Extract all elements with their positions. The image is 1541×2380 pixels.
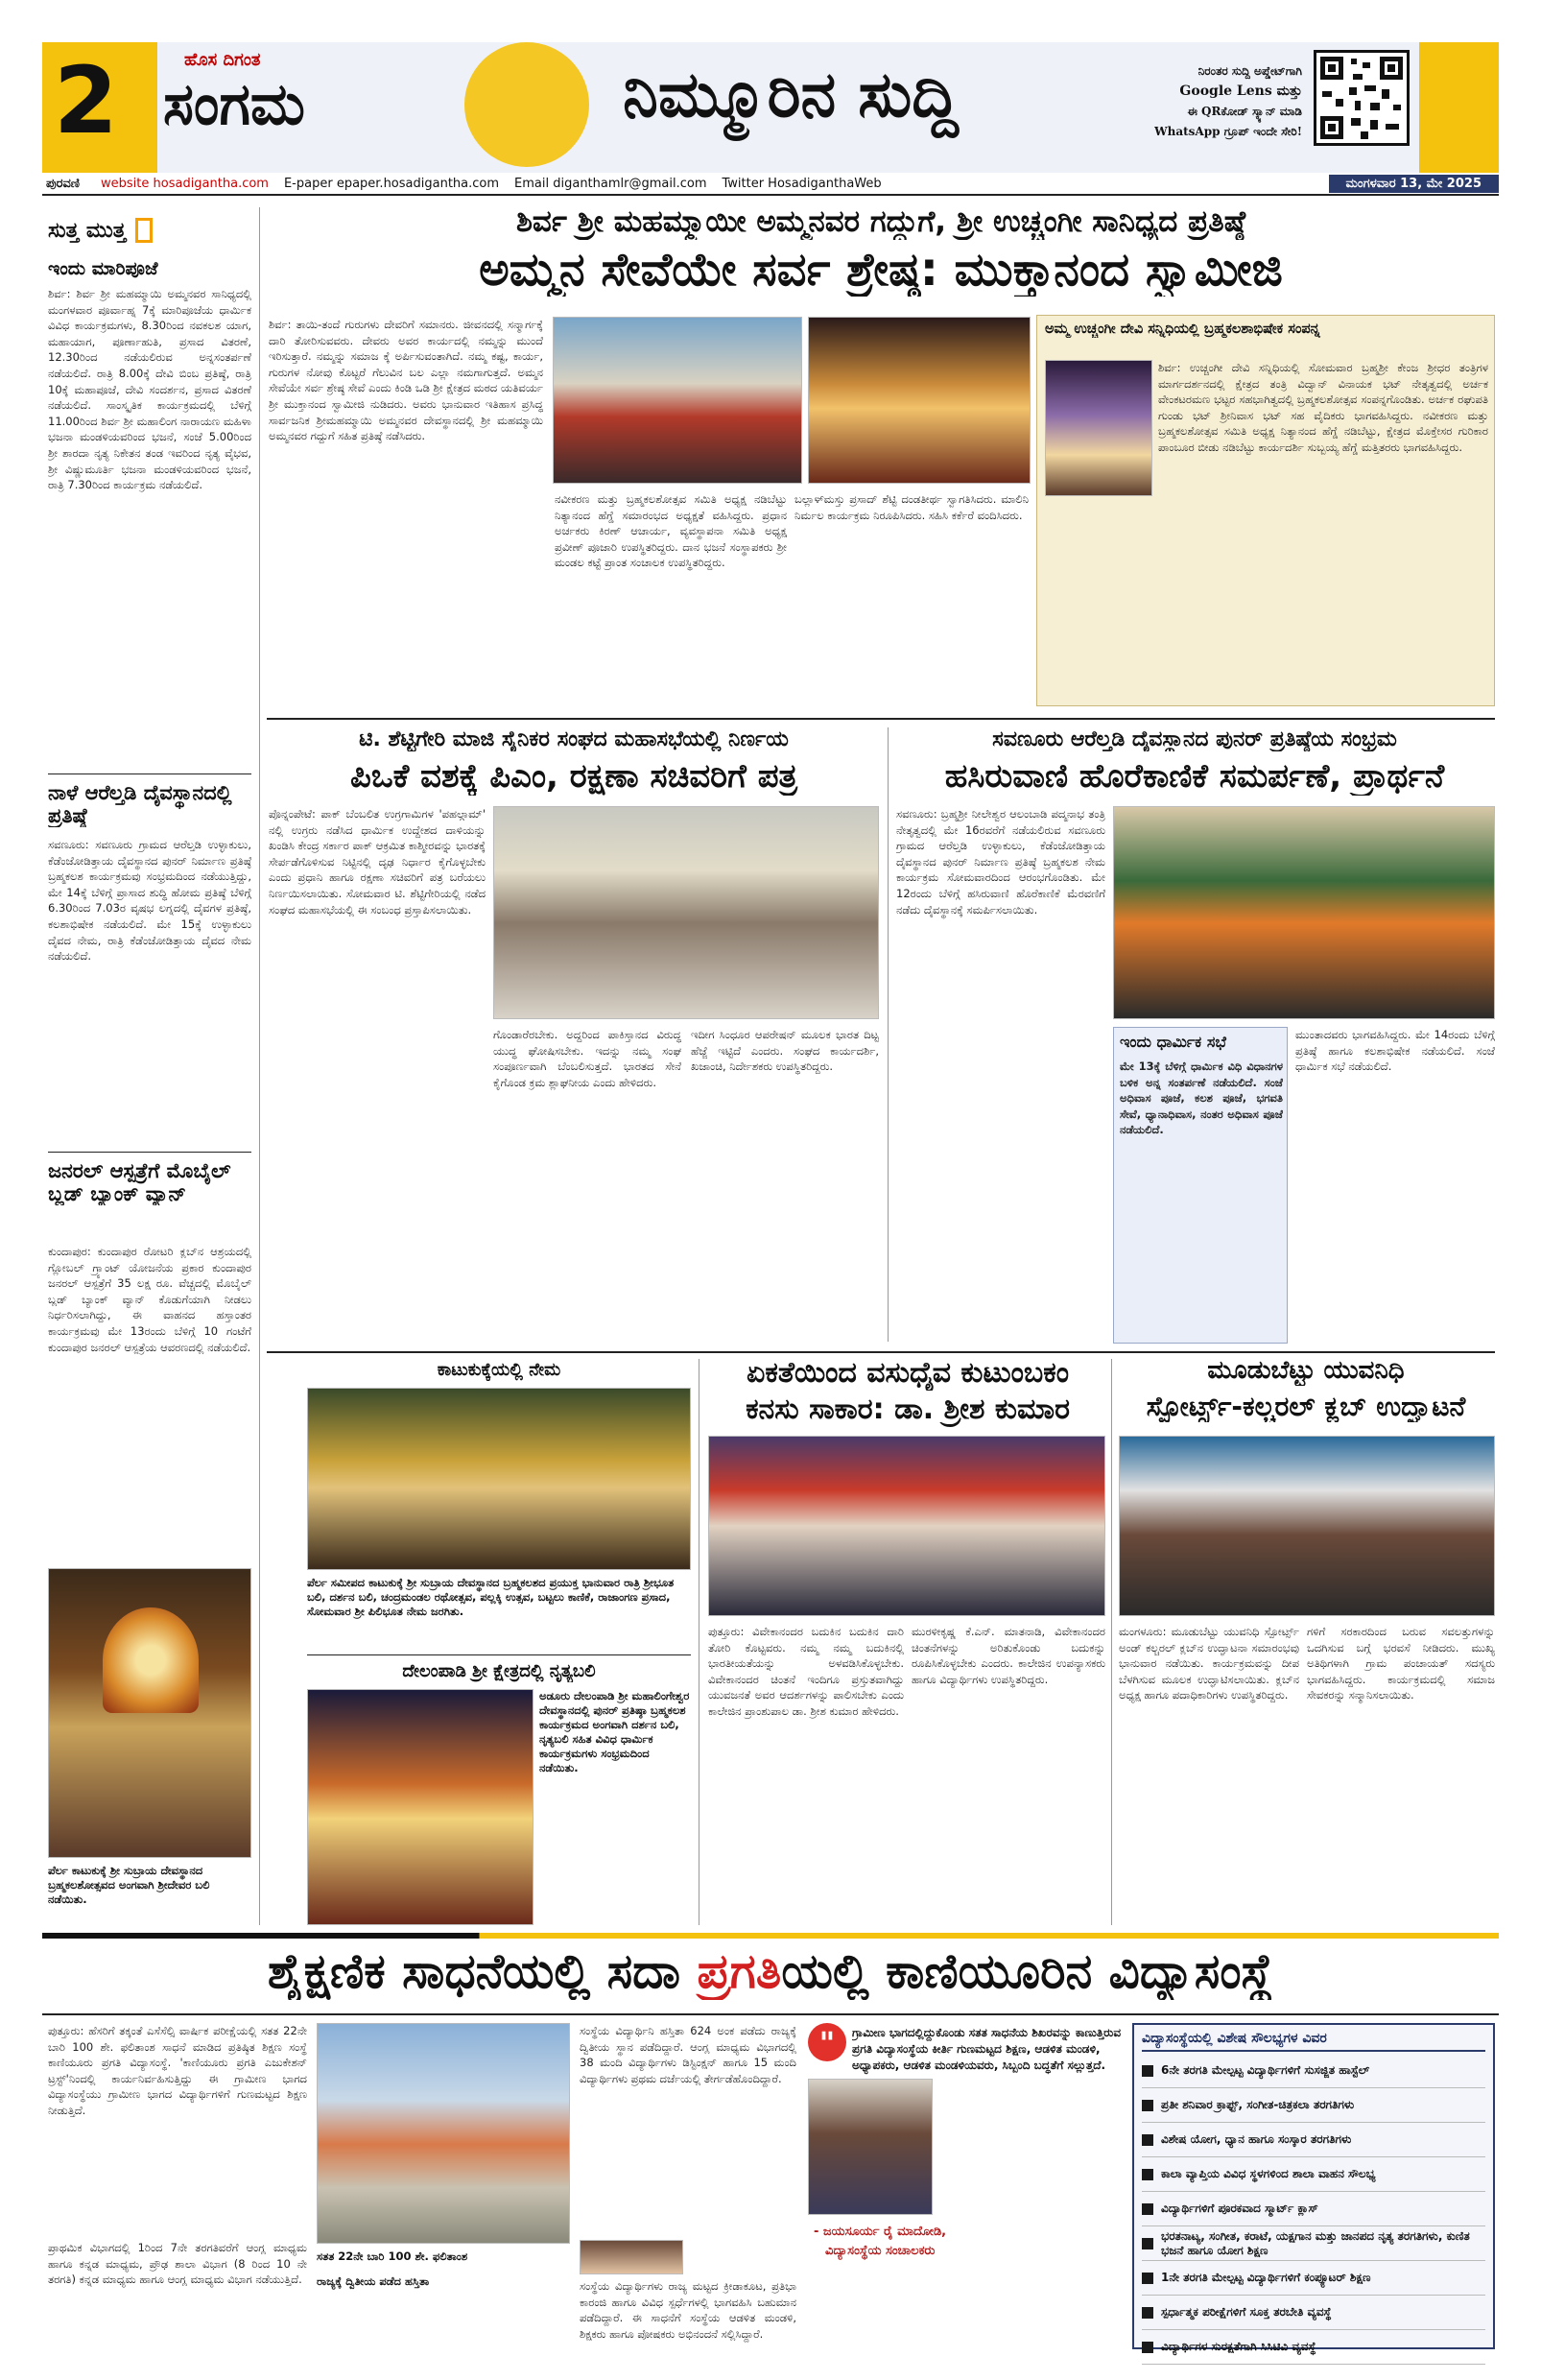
feature-item-label: 1ನೇ ತರಗತಿ ಮೇಲ್ಪಟ್ಟ ವಿದ್ಯಾರ್ಥಿಗಳಿಗೆ ಕಂಪ್ಯೂಟರ್ ಶಿಕ್ಷಣ: [1161, 2271, 1371, 2284]
bullet-square-icon: [1142, 2100, 1153, 2111]
sidebar-photo-caption: ಪೆರ್ಲ ಕಾಟುಕುಕ್ಕೆ ಶ್ರೀ ಸುಬ್ರಾಯ ದೇವಸ್ಥಾನದ ಬ್ರಹ್ಮಕಲಶೋತ್ಸವದ ಅಂಗವಾಗಿ ಶ್ರೀದೇವರ ಬಲಿ ನಡೆಯಿತು.: [48, 1864, 210, 1906]
pm-photo: [493, 806, 879, 1019]
page-number: 2: [54, 47, 118, 155]
divider: [307, 1654, 691, 1655]
sidebar-story1-title: ಇಂದು ಮಾರಿಪೂಜೆ: [48, 259, 158, 279]
bottom-body-col2: ಪ್ರಾಥಮಿಕ ವಿಭಾಗದಲ್ಲಿ 1ರಿಂದ 7ನೇ ತರಗತಿವರೆಗೆ ಆಂಗ್ಲ ಮಾಧ್ಯಮ ಹಾಗೂ ಕನ್ನಡ ಮಾಧ್ಯಮ, ಪ್ರೌಢ ಶಾಲಾ ವಿಭಾಗ (8 ರಿಂದ 10 ನೇ ತರಗತಿ) ಕನ್ನಡ ಮಾಧ್ಯಮ ಹಾಗೂ ಆಂಗ್ಲ ಮಾಧ್ಯಮ ವಿಭಾಗ ನಡೆಯುತ್ತಿದೆ.: [48, 2241, 307, 2287]
lead-headline: ಅಮ್ಮನ ಸೇವೆಯೇ ಸರ್ವ ಶ್ರೇಷ್ಠ: ಮುಕ್ತಾನಂದ ಸ್ವಾಮೀಜಿ: [479, 244, 1283, 297]
pm-body-right: ಇದೀಗ ಸಿಂಧೂರ ಆಪರೇಷನ್ ಮೂಲಕ ಭಾರತ ದಿಟ್ಟ ಹೆಜ್ಜೆ ಇಟ್ಟಿದೆ ಎಂದರು. ಸಂಘದ ಕಾರ್ಯದರ್ಶಿ, ಖಜಾಂಚಿ, ನಿರ್ದೇಶಕರು ಉಪಸ್ಥಿತರಿದ್ದರು.: [691, 1028, 879, 1074]
katukukke-title: ಕಾಟುಕುಕ್ಕೆಯಲ್ಲಿ ನೇಮ: [437, 1361, 561, 1380]
promo-line-4: WhatsApp ಗ್ರೂಪ್ ಇಂದೇ ಸೇರಿ!: [1154, 125, 1302, 138]
sidebar-story1-body: ಶಿರ್ವ: ಶಿರ್ವ ಶ್ರೀ ಮಹಮ್ಮಾಯಿ ಅಮ್ಮನವರ ಸಾನಿಧ್ಯದಲ್ಲಿ ಮಂಗಳವಾರ ಪೂರ್ವಾಹ್ನ 7ಕ್ಕೆ ಮಾರಿಪೂಜೆಯ ಧಾರ್ಮಿಕ ವಿವಿಧ ಕಾರ್ಯಕ್ರಮಗಳು, 8.30ರಿಂದ ನವಕಲಶ ಯಾಗ, ಮಹಾಯಾಗ, ಪೂರ್ಣಾಹುತಿ, ಪ್ರಸಾದ ವಿತರಣೆ, 12.30ರಿಂದ ನಡೆಯಲಿರುವ ಅನ್ನಸಂತರ್ಪಣೆ ನಡೆಯಲಿದೆ. ರಾತ್ರಿ 8.00ಕ್ಕೆ ದೇವಿ ಬಿಂಬ ಪ್ರತಿಷ್ಠೆ, ರಾತ್ರಿ 10ಕ್ಕೆ ಮಹಾಪೂಜೆ, ದೇವಿ ಸಂದರ್ಶನ, ಪ್ರಸಾದ ವಿತರಣೆ ನಡೆಯಲಿದೆ. ಸಾಂಸ್ಕೃತಿಕ ಕಾರ್ಯಕ್ರಮದಲ್ಲಿ ಬೆಳಿಗ್ಗೆ 11.00ರಿಂದ ಶಿರ್ವ ಶ್ರೀ ಮಹಾಲಿಂಗ ನಾರಾಯಣ ಮಹಿಳಾ ಭಜನಾ ಮಂಡಳಿಯವರಿಂದ ಭಜನೆ, ಸಂಜೆ 5.00ರಿಂದ ಶ್ರೀ ಶಾರದಾ ನೃತ್ಯ ನಿಕೇತನ ತಂಡ ಇವರಿಂದ ನೃತ್ಯ ವೈಭವ, ಶ್ರೀ ವಿಷ್ಣುಮೂರ್ತಿ ಭಜನಾ ಮಂಡಳಿಯವರಿಂದ ಭಜನೆ, ರಾತ್ರಿ 7.30ರಿಂದ ಕಾರ್ಯಕ್ರಮ ನಡೆಯಲಿದೆ.: [48, 287, 251, 492]
bottom-body-col4: ಸಂಸ್ಥೆಯ ವಿದ್ಯಾರ್ಥಿಗಳು ರಾಜ್ಯ ಮಟ್ಟದ ಕ್ರೀಡಾಕೂಟ, ಪ್ರತಿಭಾ ಕಾರಂಜಿ ಹಾಗೂ ವಿವಿಧ ಸ್ಪರ್ಧೆಗಳಲ್ಲಿ ಭಾಗವಹಿಸಿ ಬಹುಮಾನ ಪಡೆದಿದ್ದಾರೆ. ಈ ಸಾಧನೆಗೆ ಸಂಸ್ಥೆಯ ಆಡಳಿತ ಮಂಡಳಿ, ಶಿಕ್ಷಕರು ಹಾಗೂ ಪೋಷಕರು ಅಭಿನಂದನೆ ಸಲ್ಲಿಸಿದ್ದಾರೆ.: [580, 2279, 796, 2341]
pm-kicker: ಟಿ. ಶೆಟ್ಟಿಗೇರಿ ಮಾಜಿ ಸೈನಿಕರ ಸಂಘದ ಮಹಾಸಭೆಯಲ್ಲಿ ನಿರ್ಣಯ: [359, 727, 789, 751]
feature-item: [1142, 2088, 1485, 2123]
divider: [48, 1152, 251, 1153]
email-link[interactable]: Email diganthamlr@gmail.com: [514, 176, 707, 191]
column-divider: [259, 207, 260, 1925]
features-list: [1142, 2054, 1485, 2365]
headline-highlight: ಪ್ರಗತಿ: [697, 1944, 782, 1999]
moodubettu-photo: [1119, 1436, 1495, 1616]
feature-item: [1142, 2296, 1485, 2330]
feature-item: [1142, 2261, 1485, 2296]
bottom-headline: ಶೈಕ್ಷಣಿಕ ಸಾಧನೆಯಲ್ಲಿ ಸದಾ ಪ್ರಗತಿಯಲ್ಲಿ ಕಾಣಿಯೂರಿನ ವಿದ್ಯಾಸಂಸ್ಥೆ: [267, 1944, 1274, 1999]
qr-code-icon[interactable]: [1314, 50, 1410, 146]
lead-sidebox: [1036, 315, 1495, 706]
page-title: ನಿಮ್ಮೂರಿನ ಸುದ್ದಿ: [623, 58, 959, 131]
school-photo: [317, 2023, 570, 2244]
delampady-photo: [307, 1689, 533, 1925]
feature-item-label: ಭರತನಾಟ್ಯ, ಸಂಗೀತ, ಕರಾಟೆ, ಯಕ್ಷಗಾನ ಮತ್ತು ಜಾನಪದ ನೃತ್ಯ ತರಗತಿಗಳು, ಕುಣಿತ ಭಜನೆ ಹಾಗೂ ಯೋಗ ಶಿಕ್ಷಣ: [1161, 2228, 1470, 2257]
unity-headline-2: ಕನಸು ಸಾಕಾರ: ಡಾ. ಶ್ರೀಶ ಕುಮಾರ: [746, 1393, 1070, 1426]
quote-author: - ಜಯಸೂರ್ಯ ರೈ ಮಾದೋಡಿ,: [814, 2225, 947, 2239]
twitter-link[interactable]: Twitter HosadiganthaWeb: [722, 176, 882, 191]
bottom-body-col1: ಪುತ್ತೂರು: ಹೆಸರಿಗೆ ತಕ್ಕಂತೆ ಎಸೆಸೆಲ್ಸಿ ವಾರ್ಷಿಕ ಪರೀಕ್ಷೆಯಲ್ಲಿ ಸತತ 22ನೇ ಬಾರಿ 100 ಶೇ. ಫಲಿತಾಂಶ ಸಾಧನೆ ಮಾಡಿದ ಪ್ರತಿಷ್ಠಿತ ಶಿಕ್ಷಣ ಸಂಸ್ಥೆ ಕಾಣಿಯೂರು ಪ್ರಗತಿ ವಿದ್ಯಾಸಂಸ್ಥೆ. 'ಕಾಣಿಯೂರು ಪ್ರಗತಿ ಎಜುಕೇಶನ್ ಟ್ರಸ್ಟ್‌'ನಿಂದಲ್ಲಿ ಕಾರ್ಯನಿರ್ವಹಿಸುತ್ತಿದ್ದು ಈ ಗ್ರಾಮೀಣ ಭಾಗದ ವಿದ್ಯಾಸಂಸ್ಥೆಯು ಗ್ರಾಮೀಣ ಭಾಗದ ವಿದ್ಯಾರ್ಥಿಗಳಿಗೆ ಗುಣಮಟ್ಟದ ಶಿಕ್ಷಣ ನೀಡುತ್ತಿದೆ.: [48, 2024, 307, 2117]
sidebar-photo: [48, 1568, 251, 1858]
feature-item: [1142, 2330, 1485, 2365]
savanur-sidebox-title: ಇಂದು ಧಾರ್ಮಿಕ ಸಭೆ: [1120, 1034, 1226, 1051]
savanur-body-right: ಮುಂತಾದವರು ಭಾಗವಹಿಸಿದ್ದರು. ಮೇ 14ರಂದು ಬೆಳಿಗ್ಗೆ ಪ್ರತಿಷ್ಠೆ ಹಾಗೂ ಕಲಶಾಭಿಷೇಕ ನಡೆಯಲಿದೆ. ಸಂಜೆ ಧಾರ್ಮಿಕ ಸಭೆ ನಡೆಯಲಿದೆ.: [1295, 1028, 1495, 1074]
pm-body-mid: ಗೊಂಡಾರೆರಬೇಕು. ಅದ್ದರಿಂದ ಪಾಕಿಸ್ತಾನದ ವಿರುದ್ಧ ಯುದ್ಧ ಘೋಷಿಸಬೇಕು. ಇದನ್ನು ನಮ್ಮ ಸಂಘ ಸಂಪೂರ್ಣವಾಗಿ ಬೆಂಬಲಿಸುತ್ತದೆ. ಭಾರತದ ಸೇನೆ ಕೈಗೊಂಡ ಕ್ರಮ ಶ್ಲಾಘನೀಯ ಎಂದು ಹೇಳಿದರು.: [493, 1028, 681, 1089]
feature-item-label: 6ನೇ ತರಗತಿ ಮೇಲ್ಪಟ್ಟ ವಿದ್ಯಾರ್ಥಿಗಳಿಗೆ ಸುಸಜ್ಜಿತ ಹಾಸ್ಟೆಲ್: [1161, 2063, 1370, 2077]
quote-text: ಗ್ರಾಮೀಣ ಭಾಗದಲ್ಲಿದ್ದುಕೊಂಡು ಸತತ ಸಾಧನೆಯ ಶಿಖರವನ್ನು ಕಾಣುತ್ತಿರುವ ಪ್ರಗತಿ ವಿದ್ಯಾಸಂಸ್ಥೆಯ ಕೀರ್ತಿ ಗುಣಮಟ್ಟದ ಶಿಕ್ಷಣ, ಆಡಳಿತ ಮಂಡಳಿ, ಅಧ್ಯಾಪಕರು, ಆಡಳಿತ ಮಂಡಳಿಯವರು, ಸಿಬ್ಬಂದಿ ಬದ್ಧತೆಗೆ ಸಲ್ಲುತ್ತದೆ.: [852, 2026, 1122, 2072]
promo-line-2: Google Lens ಮತ್ತು: [1179, 83, 1302, 99]
savanur-headline: ಹಸಿರುವಾಣಿ ಹೊರೆಕಾಣಿಕೆ ಸಮರ್ಪಣೆ, ಪ್ರಾರ್ಥನೆ: [944, 758, 1445, 796]
school-photo-caption: ಸತತ 22ನೇ ಬಾರಿ 100 ಶೇ. ಫಲಿತಾಂಶ: [317, 2249, 468, 2263]
divider: [267, 1351, 1495, 1353]
savanur-kicker: ಸವಣೂರು ಆರೆಲ್ತಡಿ ದೈವಸ್ಥಾನದ ಪುನರ್ ಪ್ರತಿಷ್ಠೆಯ ಸಂಭ್ರಮ: [992, 727, 1397, 751]
promo-line-1: ನಿರಂತರ ಸುದ್ದಿ ಅಪ್ಡೇಟ್‌ಗಾಗಿ: [1197, 64, 1302, 78]
masthead: [42, 42, 1499, 173]
unity-body-right: ಮುರಳೀಕೃಷ್ಣ ಕೆ.ಎನ್. ಮಾತನಾಡಿ, ವಿವೇಕಾನಂದರ ಚಿಂತನೆಗಳನ್ನು ಅರಿತುಕೊಂಡು ಬದುಕನ್ನು ರೂಪಿಸಿಕೊಳ್ಳಬೇಕು ಎಂದರು. ಕಾಲೇಜಿನ ಉಪನ್ಯಾಸಕರು ಹಾಗೂ ವಿದ್ಯಾರ್ಥಿಗಳು ಉಪಸ್ಥಿತರಿದ್ದರು.: [912, 1625, 1105, 1686]
brand-large: ಸಂಗಮ: [163, 71, 305, 138]
moodubettu-body-right: ಗಳಿಗೆ ಸರಕಾರದಿಂದ ಬರುವ ಸವಲತ್ತುಗಳನ್ನು ಒದಗಿಸುವ ಬಗ್ಗೆ ಭರವಸೆ ನೀಡಿದರು. ಮುಖ್ಯ ಅತಿಥಿಗಳಾಗಿ ಗ್ರಾಮ ಪಂಚಾಯತ್ ಸದಸ್ಯರು ಭಾಗವಹಿಸಿದ್ದರು. ಕಾರ್ಯಕ್ರಮದಲ್ಲಿ ಸಮಾಜ ಸೇವಕರನ್ನು ಸನ್ಮಾನಿಸಲಾಯಿತು.: [1307, 1625, 1495, 1702]
student-photo: [580, 2240, 683, 2274]
feature-item: [1142, 2054, 1485, 2088]
savanur-sidebox: [1113, 1027, 1288, 1344]
bottom-body-col3: ಸಂಸ್ಥೆಯ ವಿದ್ಯಾರ್ಥಿನಿ ಹಸ್ತಿತಾ 624 ಅಂಕ ಪಡೆದು ರಾಜ್ಯಕ್ಕೆ ದ್ವಿತೀಯ ಸ್ಥಾನ ಪಡೆದಿದ್ದಾರೆ. ಆಂಗ್ಲ ಮಾಧ್ಯಮ ವಿಭಾಗದಲ್ಲಿ 38 ಮಂದಿ ವಿದ್ಯಾರ್ಥಿಗಳು ಡಿಸ್ಟಿಂಕ್ಷನ್ ಹಾಗೂ 15 ಮಂದಿ ವಿದ್ಯಾರ್ಥಿಗಳು ಪ್ರಥಮ ದರ್ಜೆಯಲ್ಲಿ ತೇರ್ಗಡೆಹೊಂದಿದ್ದಾರೆ.: [580, 2024, 796, 2085]
column-divider: [1111, 1359, 1112, 1925]
feature-item-label: ಕಾಲಾ ವ್ಯಾಪ್ತಿಯ ವಿವಿಧ ಸ್ಥಳಗಳಿಂದ ಶಾಲಾ ವಾಹನ ಸೌಲಭ್ಯ: [1161, 2167, 1376, 2180]
issue-date: ಮಂಗಳವಾರ 13, ಮೇ 2025: [1329, 175, 1499, 193]
sidebar-story3-body: ಕುಂದಾಪುರ: ಕುಂದಾಪುರ ರೋಟರಿ ಕ್ಲಬ್‌ನ ಆಶ್ರಯದಲ್ಲಿ ಗ್ಲೋಬಲ್ ಗ್ರ್ಯಾಂಟ್ ಯೋಜನೆಯ ಪ್ರಕಾರ ಕುಂದಾಪುರ ಜನರಲ್ ಆಸ್ಪತ್ರೆಗೆ 35 ಲಕ್ಷ ರೂ. ವೆಚ್ಚದಲ್ಲಿ ಮೊಬೈಲ್ ಬ್ಲಡ್ ಬ್ಯಾಂಕ್ ವ್ಯಾನ್ ಕೊಡುಗೆಯಾಗಿ ನೀಡಲು ನಿರ್ಧರಿಸಲಾಗಿದ್ದು, ಈ ವಾಹನದ ಹಸ್ತಾಂತರ ಕಾರ್ಯಕ್ರಮವು ಮೇ 13ರಂದು ಬೆಳಿಗ್ಗೆ 10 ಗಂಟೆಗೆ ಕುಂದಾಪುರ ಜನರಲ್ ಆಸ್ಪತ್ರೆಯ ಆವರಣದಲ್ಲಿ ನಡೆಯಲಿದೆ.: [48, 1245, 251, 1354]
website-link[interactable]: website hosadigantha.com: [101, 176, 269, 191]
feature-item-label: ವಿಶೇಷ ಯೋಗ, ಧ್ಯಾನ ಹಾಗೂ ಸಂಸ್ಕಾರ ತರಗತಿಗಳು: [1161, 2132, 1352, 2146]
pm-headline: ಪಿಒಕೆ ವಶಕ್ಕೆ ಪಿಎಂ, ರಕ್ಷಣಾ ಸಚಿವರಿಗೆ ಪತ್ರ: [350, 758, 797, 796]
lead-sidebox-body: ಶಿರ್ವ: ಉಚ್ಚಂಗೀ ದೇವಿ ಸನ್ನಿಧಿಯಲ್ಲಿ ಸೋಮವಾರ ಬ್ರಹ್ಮಶ್ರೀ ಕೇಂಜ ಶ್ರೀಧರ ತಂತ್ರಿಗಳ ಮಾರ್ಗದರ್ಶನದಲ್ಲಿ ಕ್ಷೇತ್ರದ ತಂತ್ರಿ ವಿದ್ವಾನ್ ವಿನಾಯಕ ಭಟ್ ನೇತೃತ್ವದಲ್ಲಿ ಅರ್ಚಕ ವೇಂಕಟರಮಣ ಭಟ್ಟರ ಸಹಭಾಗಿತ್ವದಲ್ಲಿ ಬ್ರಹ್ಮಕಲಶೋತ್ಸವ ಸಂಪನ್ನಗೊಂಡಿತು. ಅರ್ಚಕ ರಘುಪತಿ ಗುಂಡು ಭಟ್ ಶ್ರೀನಿವಾಸ ಭಟ್ ಸಹ ವೈದಿಕರು ಭಾಗವಹಿಸಿದ್ದರು. ನವೀಕರಣ ಮತ್ತು ಬ್ರಹ್ಮಕಲಶೋತ್ಸವ ಸಮಿತಿ ಅಧ್ಯಕ್ಷ ನಿತ್ಯಾನಂದ ಹೆಗ್ಡೆ ನಡಿಬೆಟ್ಟು, ಕ್ಷೇತ್ರದ ಮೊಕ್ತೇಸರ ಗುರಿಕಾರ ಪಾಂಬೂರ ಬೀಡು ನಡಿಬೆಟ್ಟು ಕಾರ್ಯದರ್ಶಿ ಸುಬ್ಬಯ್ಯ ಹೆಗ್ಡೆ ಮತ್ತಿತರರು ಭಾಗವಹಿಸಿದ್ದರು.: [1158, 361, 1488, 454]
lead-body-right: ಬಲ್ಲಾಳ್‌ಮಸ್ತು ಪ್ರಸಾದ್ ಶೆಟ್ಟಿ ದಂಡತೀರ್ಥ ಸ್ವಾಗತಿಸಿದರು. ಮಾಲಿನಿ ನಿರ್ಮಲ ಕಾರ್ಯಕ್ರಮ ನಿರೂಪಿಸಿದರು. ಸಹಿಸಿ ಕರ್ಕೆರೆ ವಂದಿಸಿದರು.: [794, 492, 1029, 522]
feature-item-label: ಸ್ಪರ್ಧಾತ್ಮಕ ಪರೀಕ್ಷೆಗಳಿಗೆ ಸೂಕ್ತ ತರಬೇತಿ ವ್ಯವಸ್ಥೆ: [1161, 2305, 1332, 2319]
unity-photo: [708, 1436, 1105, 1616]
bullet-square-icon: [1142, 2169, 1153, 2180]
lead-kicker: ಶಿರ್ವ ಶ್ರೀ ಮಹಮ್ಮಾಯೀ ಅಮ್ಮನವರ ಗದ್ದುಗೆ, ಶ್ರೀ ಉಚ್ಚಂಗೀ ಸಾನಿಧ್ಯದ ಪ್ರತಿಷ್ಠೆ: [515, 205, 1246, 239]
moodubettu-headline-1: ಮೂಡುಬೆಟ್ಟು ಯುವನಿಧಿ: [1207, 1357, 1405, 1385]
brand-small: ಹೊಸ ದಿಗಂತ: [184, 50, 261, 70]
bullet-square-icon: [1142, 2238, 1153, 2249]
divider: [267, 718, 1495, 720]
savanur-sidebox-body: ಮೇ 13ಕ್ಕೆ ಬೆಳಿಗ್ಗೆ ಧಾರ್ಮಿಕ ವಿಧಿ ವಿಧಾನಗಳ ಬಳಿಕ ಅನ್ನ ಸಂತರ್ಪಣೆ ನಡೆಯಲಿದೆ. ಸಂಜೆ ಅಧಿವಾಸ ಪೂಜೆ, ಕಲಶ ಪೂಜೆ, ಭಗವತಿ ಸೇವೆ, ಧ್ಯಾನಾಧಿವಾಸ, ನಂತರ ಅಧಿವಾಸ ಪೂಜೆ ನಡೆಯಲಿದೆ.: [1120, 1059, 1283, 1137]
bullet-square-icon: [1142, 2065, 1153, 2077]
lead-sidebox-title: ಅಮ್ಮ ಉಚ್ಚಂಗೀ ದೇವಿ ಸನ್ನಿಧಿಯಲ್ಲಿ ಬ್ರಹ್ಮಕಲಶಾಭಿಷೇಕ ಸಂಪನ್ನ: [1045, 321, 1320, 337]
bullet-square-icon: [1142, 2273, 1153, 2284]
feature-item-label: ಪ್ರತೀ ಶನಿವಾರ ಕ್ರಾಫ್ಟ್, ಸಂಗೀತ-ಚಿತ್ರಕಲಾ ತರಗತಿಗಳು: [1161, 2098, 1355, 2111]
section-label: ಸುತ್ತ ಮುತ್ತ: [48, 213, 249, 248]
sidebar-story2-body: ಸವಣೂರು: ಸವಣೂರು ಗ್ರಾಮದ ಆರೆಲ್ತಡಿ ಉಳ್ಳಾಕುಲು, ಕೆಡೆಂಜೋಡಿತ್ತಾಯ ದೈವಸ್ಥಾನದ ಪುನರ್ ನಿರ್ಮಾಣ ಪ್ರತಿಷ್ಠೆ ಬ್ರಹ್ಮಕಲಶ ಕಾರ್ಯಕ್ರಮವು ಸಂಭ್ರಮದಿಂದ ನಡೆಯುತ್ತಿದ್ದು, ಮೇ 14ಕ್ಕೆ ಬೆಳಿಗ್ಗೆ ಪ್ರಾಸಾದ ಶುದ್ಧಿ ಹೋಮ ಪ್ರತಿಷ್ಠೆ ಬೆಳಿಗ್ಗೆ 6.30ರಿಂದ 7.03ರ ವೃಷಭ ಲಗ್ನದಲ್ಲಿ ದೈವಗಳ ಪ್ರತಿಷ್ಠೆ, ಕಲಶಾಭಿಷೇಕ ನಡೆಯಲಿದೆ. ಮೇ 15ಕ್ಕೆ ಉಳ್ಳಾಕುಲು ದೈವದ ನೇಮ, ರಾತ್ರಿ ಕೆಡೆಂಜೋಡಿತ್ತಾಯ ದೈವದ ನೇಮ ನಡೆಯಲಿದೆ.: [48, 838, 251, 964]
feature-item: [1142, 2226, 1485, 2261]
divider: [42, 2013, 1499, 2015]
lead-body-mid: ನವೀಕರಣ ಮತ್ತು ಬ್ರಹ್ಮಕಲಶೋತ್ಸವ ಸಮಿತಿ ಅಧ್ಯಕ್ಷ ನಡಿಬೆಟ್ಟು ನಿತ್ಯಾನಂದ ಹೆಗ್ಡೆ ಸಮಾರಂಭದ ಅಧ್ಯಕ್ಷತೆ ವಹಿಸಿದ್ದರು. ಪ್ರಧಾನ ಅರ್ಚಕರು ಕಿರಣ್ ಆಚಾರ್ಯ, ವ್ಯವಸ್ಥಾಪನಾ ಸಮಿತಿ ಅಧ್ಯಕ್ಷ ಪ್ರವೀಣ್ ಪೂಜಾರಿ ಉಪಸ್ಥಿತರಿದ್ದರು. ದಾನ ಭಜನೆ ಸಂಸ್ಥಾಪಕರು ಶ್ರೀ ಮಂಡಲ ಕಟ್ಟೆ ಪ್ರಾಂತ ಸಂಚಾಲಕ ಉಪಸ್ಥಿತರಿದ್ದರು.: [555, 492, 787, 570]
delampady-caption: ಅಡೂರು ದೇಲಂಪಾಡಿ ಶ್ರೀ ಮಹಾಲಿಂಗೇಶ್ವರ ದೇವಸ್ಥಾನದಲ್ಲಿ ಪುನರ್ ಪ್ರತಿಷ್ಠಾ ಬ್ರಹ್ಮಕಲಶ ಕಾರ್ಯಕ್ರಮದ ಅಂಗವಾಗಿ ದರ್ಶನ ಬಲಿ, ನೃತ್ಯಬಲಿ ಸಹಿತ ವಿವಿಧ ಧಾರ್ಮಿಕ ಕಾರ್ಯಕ್ರಮಗಳು ಸಂಭ್ರಮದಿಂದ ನಡೆಯಿತು.: [539, 1689, 690, 1774]
savanur-body: ಸವಣೂರು: ಬ್ರಹ್ಮಶ್ರೀ ನೀಲೇಶ್ವರ ಆಲಂಬಾಡಿ ಪದ್ಮನಾಭ ತಂತ್ರಿ ನೇತೃತ್ವದಲ್ಲಿ ಮೇ 16ರವರೆಗೆ ನಡೆಯಲಿರುವ ಸವಣೂರು ಗ್ರಾಮದ ಆರೆಲ್ತಡಿ ಉಳ್ಳಾಕುಲು, ಕೆಡೆಂಜೋಡಿತ್ತಾಯ ದೈವಸ್ಥಾನದ ಪುನರ್ ನಿರ್ಮಾಣ ಪ್ರತಿಷ್ಠೆ ಬ್ರಹ್ಮಕಲಶ ನೇಮ ಕಾರ್ಯಕ್ರಮ ಸೋಮವಾರದಿಂದ ಆರಂಭಗೊಂಡಿತು. ಮೇ 12ರಂದು ಬೆಳಿಗ್ಗೆ ಹಸಿರುವಾಣಿ ಹೊರೆಕಾಣಿಕೆ ಮೆರವಣಿಗೆ ನಡೆದು ದೈವಸ್ಥಾನಕ್ಕೆ ಸಮರ್ಪಿಸಲಾಯಿತು.: [896, 807, 1105, 916]
savanur-photo: [1113, 806, 1495, 1019]
bullet-square-icon: [1142, 2203, 1153, 2215]
lead-sidebox-photo: [1045, 360, 1152, 496]
column-divider: [888, 727, 889, 1342]
rank-title: ರಾಜ್ಯಕ್ಕೆ ದ್ವಿತೀಯ ಪಡೆದ ಹಸ್ತಿತಾ: [317, 2274, 430, 2288]
sidebar-story2-title: ನಾಳೆ ಆರೆಲ್ತಡಿ ದೈವಸ್ಥಾನದಲ್ಲಿ ಪ್ರತಿಷ್ಠೆ: [48, 781, 232, 828]
feature-item-label: ವಿದ್ಯಾರ್ಥಿಗಳಿಗೆ ಪೂರಕವಾದ ಸ್ಮಾರ್ಟ್ ಕ್ಲಾಸ್: [1161, 2202, 1318, 2215]
lead-body-left: ಶಿರ್ವ: ತಾಯಿ-ತಂದೆ ಗುರುಗಳು ದೇವರಿಗೆ ಸಮಾನರು. ಜೀವನದಲ್ಲಿ ಸನ್ಮಾರ್ಗಕ್ಕೆ ದಾರಿ ತೋರಿಸುವವರು. ದೇವರು ಅವರ ಕಾರ್ಯದಲ್ಲಿ ನಮ್ಮನ್ನು ಮುಂದೆ ಇರಿಸುತ್ತಾರೆ. ನಮ್ಮನ್ನು ಸಮಾಜ ಕ್ಕೆ ಅರ್ಪಿಸುವಂತಾಗಿದೆ. ನಮ್ಮ ಕಷ್ಟ, ಕಾರ್ಯ, ಗುರುಗಳ ನೋವು ಕೊಟ್ಟರೆ ಗೆಲುವಿನ ಬಲ ಎಲ್ಲಾ ನಮಗಾಗುತ್ತದೆ. ಅಮ್ಮನ ಸೇವೆಯೇ ಸರ್ವ ಶ್ರೇಷ್ಠ ಸೇವೆ ಎಂದು ಕಿಂಡಿ ಒಡಿ ಶ್ರೀ ಕ್ಷೇತ್ರದ ಮಠದ ಯತಿವರ್ಯ ಶ್ರೀ ಮುಕ್ತಾನಂದ ಸ್ವಾಮೀಜಿ ನುಡಿದರು. ಅವರು ಭಾನುವಾರ ಇತಿಹಾಸ ಪ್ರಸಿದ್ಧ ಸಾರ್ವಜನಿಕ ಶ್ರೀಮಹಮ್ಮಾಯಿ ಅಮ್ಮನವರ ದೇವಸ್ಥಾನದಲ್ಲಿ ಶ್ರೀ ಮಹಮ್ಮಾಯಿ ಅಮ್ಮನವರ ಗದ್ದುಗೆ ಸಹಿತ ಪ್ರತಿಷ್ಠೆ ನಡೆಸಿದರು.: [269, 318, 543, 443]
unity-headline-1: ಏಕತೆಯಿಂದ ವಸುಧೈವ ಕುಟುಂಬಕಂ: [747, 1357, 1069, 1390]
supplement-label: ಪುರವಣಿ: [46, 176, 81, 191]
info-bar: [42, 173, 1499, 196]
lead-photo-1: [553, 317, 802, 484]
epaper-link[interactable]: E-paper epaper.hosadigantha.com: [283, 176, 500, 191]
feature-item: [1142, 2157, 1485, 2192]
quote-role: ವಿದ್ಯಾಸಂಸ್ಥೆಯ ಸಂಚಾಲಕರು: [825, 2244, 936, 2258]
feature-item: [1142, 2123, 1485, 2157]
delampady-title: ದೇಲಂಪಾಡಿ ಶ್ರೀ ಕ್ಷೇತ್ರದಲ್ಲಿ ನೃತ್ಯಬಲಿ: [402, 1662, 596, 1681]
pm-body-left: ಪೊನ್ನಂಪೇಟೆ: ಪಾಕ್ ಬೆಂಬಲಿತ ಉಗ್ರಗಾಮಿಗಳ 'ಪಹಲ್ಗಾಮ್' ನಲ್ಲಿ ಉಗ್ರರು ನಡೆಸಿದ ಧಾರ್ಮಿಕ ಉದ್ದೇಶದ ದಾಳಿಯನ್ನು ಖಂಡಿಸಿ ಕೇಂದ್ರ ಸರ್ಕಾರ ಪಾಕ್ ಆಕ್ರಮಿತ ಕಾಶ್ಮೀರವನ್ನು ಭಾರತಕ್ಕೆ ಸೇರ್ಪಡೆಗೊಳಿಸುವ ನಿಟ್ಟಿನಲ್ಲಿ ದೃಢ ನಿರ್ಧಾರ ಕೈಗೊಳ್ಳಬೇಕು ಎಂದು ಪ್ರಧಾನಿ ಹಾಗೂ ರಕ್ಷಣಾ ಸಚಿವರಿಗೆ ಪತ್ರ ಬರೆಯಲು ನಿರ್ಣಯಿಸಲಾಯಿತು. ಸೋಮವಾರ ಟಿ. ಶೆಟ್ಟಿಗೇರಿಯಲ್ಲಿ ನಡೆದ ಸಂಘದ ಮಹಾಸಭೆಯಲ್ಲಿ ಈ ಸಂಬಂಧ ಪ್ರಸ್ತಾಪಿಸಲಾಯಿತು.: [269, 807, 486, 916]
promo-text: [1096, 61, 1302, 142]
features-title: ವಿದ್ಯಾಸಂಸ್ಥೆಯಲ್ಲಿ ವಿಶೇಷ ಸೌಲಭ್ಯಗಳ ವಿವರ: [1142, 2031, 1485, 2052]
yellow-right-block: [1419, 42, 1499, 173]
author-photo: [808, 2079, 933, 2215]
unity-body: ಪುತ್ತೂರು: ವಿವೇಕಾನಂದರ ಬದುಕಿನ ಬದುಕಿನ ದಾರಿ ತೋರಿ ಕೊಟ್ಟವರು. ನಮ್ಮ ನಮ್ಮ ಬದುಕಿನಲ್ಲಿ ಭಾರತೀಯತೆಯನ್ನು ಅಳವಡಿಸಿಕೊಳ್ಳಬೇಕು. ವಿವೇಕಾನಂದರ ಚಿಂತನೆ ಇಂದಿಗೂ ಪ್ರಸ್ತುತವಾಗಿದ್ದು ಯುವಜನತೆ ಅವರ ಆದರ್ಶಗಳನ್ನು ಪಾಲಿಸಬೇಕು ಎಂದು ಕಾಲೇಜಿನ ಪ್ರಾಂಶುಪಾಲ ಡಾ. ಶ್ರೀಶ ಕುಮಾರ ಹೇಳಿದರು.: [708, 1625, 904, 1718]
bullet-square-icon: [1142, 2134, 1153, 2146]
bottom-top-bar: [42, 1933, 1499, 1939]
katukukke-photo: [307, 1388, 691, 1570]
promo-line-3: ಈ QRಕೋಡ್ ಸ್ಕ್ಯಾನ್ ಮಾಡಿ: [1187, 105, 1302, 118]
bullet-square-icon: [1142, 2342, 1153, 2353]
quote-icon: ": [808, 2023, 846, 2061]
quote-box: [808, 2023, 1125, 2349]
features-box: [1132, 2023, 1495, 2353]
moodubettu-body: ಮಂಗಳೂರು: ಮೂಡುಬೆಟ್ಟು ಯುವನಿಧಿ ಸ್ಪೋರ್ಟ್ಸ್ ಅಂಡ್ ಕಲ್ಚರಲ್ ಕ್ಲಬ್‌ನ ಉದ್ಘಾಟನಾ ಸಮಾರಂಭವು ಭಾನುವಾರ ನಡೆಯಿತು. ಕಾರ್ಯಕ್ರಮವನ್ನು ದೀಪ ಬೆಳಗಿಸುವ ಮೂಲಕ ಉದ್ಘಾಟಿಸಲಾಯಿತು. ಕ್ಲಬ್‌ನ ಅಧ್ಯಕ್ಷ ಹಾಗೂ ಪದಾಧಿಕಾರಿಗಳು ಉಪಸ್ಥಿತರಿದ್ದರು.: [1119, 1625, 1299, 1702]
sidebar-story3-title: ಜನರಲ್ ಆಸ್ಪತ್ರೆಗೆ ಮೊಬೈಲ್ ಬ್ಲಡ್ ಬ್ಯಾಂಕ್ ವ್ಯಾನ್: [48, 1159, 231, 1206]
katukukke-caption: ಪೆರ್ಲ ಸಮೀಪದ ಕಾಟುಕುಕ್ಕೆ ಶ್ರೀ ಸುಬ್ರಾಯ ದೇವಸ್ಥಾನದ ಬ್ರಹ್ಮಕಲಶದ ಪ್ರಯುಕ್ತ ಭಾನುವಾರ ರಾತ್ರಿ ಶ್ರೀಭೂತ ಬಲಿ, ದರ್ಶನ ಬಲಿ, ಚಂದ್ರಮಂಡಲ ರಥೋತ್ಸವ, ಪಲ್ಲಕ್ಕಿ ಉತ್ಸವ, ಬಟ್ಟಲು ಕಾಣಿಕೆ, ರಾಜಾಂಗಣ ಪ್ರಸಾದ, ಸೋಮವಾರ ಶ್ರೀ ಪಿಲಿಭೂತ ನೇಮ ಜರಗಿತು.: [307, 1576, 675, 1618]
bullet-square-icon: [1142, 2307, 1153, 2319]
feature-item: [1142, 2192, 1485, 2226]
book-icon: [135, 218, 153, 243]
lead-photo-2: [808, 317, 1031, 484]
feature-item-label: ವಿದ್ಯಾರ್ಥಿಗಳ ಸುರಕ್ಷತೆಗಾಗಿ ಸಿಸಿಟಿವಿ ವ್ಯವಸ್ಥೆ: [1161, 2340, 1316, 2353]
moodubettu-headline-2: ಸ್ಪೋರ್ಟ್ಸ್-ಕಲ್ಚರಲ್ ಕ್ಲಬ್ ಉದ್ಘಾಟನೆ: [1146, 1392, 1466, 1422]
